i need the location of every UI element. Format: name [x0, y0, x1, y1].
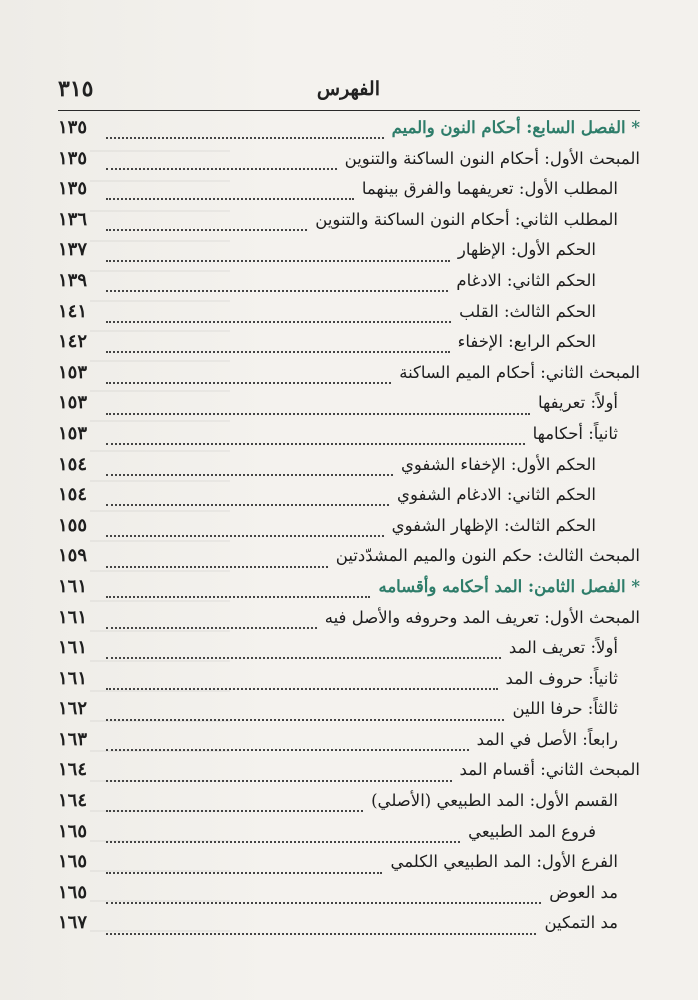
toc-page-number: ١٣٧	[58, 239, 88, 261]
dot-leader	[106, 198, 354, 200]
toc-entry	[58, 729, 640, 760]
toc-entry-label: المطلب الأول: تعريفهما والفرق بينهما	[361, 179, 618, 199]
toc-chapter-entry	[58, 117, 640, 148]
toc-chapter-entry	[58, 576, 640, 607]
toc-entry-label: المبحث الثالث: حكم النون والميم المشدّدتين	[335, 546, 640, 566]
toc-entry	[58, 545, 640, 576]
dot-leader	[106, 872, 382, 874]
dot-leader	[106, 474, 393, 476]
toc-entry	[58, 301, 640, 332]
toc-entry-label: القسم الأول: المد الطبيعي (الأصلي)	[371, 791, 618, 811]
dot-leader	[106, 321, 451, 323]
toc-entry	[58, 178, 640, 209]
page-header	[58, 76, 640, 111]
toc-entry	[58, 668, 640, 699]
toc-page-number: ١٤٢	[58, 331, 88, 353]
toc-entry	[58, 759, 640, 790]
toc-entry	[58, 607, 640, 638]
toc-entry-label: الحكم الأول: الإظهار	[457, 240, 596, 260]
toc-entry-label: الحكم الثالث: القلب	[459, 301, 596, 321]
toc-entry-label: مد التمكين	[544, 913, 618, 933]
dot-leader	[106, 566, 328, 568]
toc-entry-label: ثانياً: أحكامها	[532, 423, 618, 443]
toc-page-number: ١٦٥	[58, 851, 88, 873]
dot-leader	[106, 780, 452, 782]
toc-page-number: ١٦١	[58, 575, 88, 597]
toc-entry-label: الفرع الأول: المد الطبيعي الكلمي	[390, 852, 618, 872]
toc-page-number: ١٣٥	[58, 178, 88, 200]
dot-leader	[106, 290, 448, 292]
toc-entry-label: الحكم الثاني: الادغام	[456, 270, 596, 290]
toc-page-number: ١٦٤	[58, 790, 88, 812]
toc-entry	[58, 790, 640, 821]
toc-entry-label: المبحث الثاني: أحكام الميم الساكنة	[399, 362, 640, 382]
dot-leader	[106, 933, 536, 935]
dot-leader	[106, 810, 363, 812]
toc-page-number: ١٥٩	[58, 545, 88, 567]
toc-entry-label: الحكم الأول: الإخفاء الشفوي	[400, 454, 596, 474]
dot-leader	[106, 657, 501, 659]
dot-leader	[106, 413, 530, 415]
dot-leader	[106, 260, 450, 262]
toc-entry	[58, 882, 640, 913]
toc-page-number: ١٤١	[58, 300, 88, 322]
dot-leader	[106, 229, 307, 231]
toc-entry-label: أولاً: تعريف المد	[508, 638, 618, 658]
table-of-contents	[58, 117, 640, 943]
toc-entry	[58, 392, 640, 423]
toc-page-number: ١٥٣	[58, 392, 88, 414]
toc-page-number: ١٦٥	[58, 820, 88, 842]
toc-entry-label: * الفصل الثامن: المد أحكامه وأقسامه	[378, 576, 640, 596]
toc-page-number: ١٥٣	[58, 361, 88, 383]
dot-leader	[106, 168, 337, 170]
dot-leader	[106, 535, 384, 537]
toc-entry	[58, 331, 640, 362]
toc-entry	[58, 270, 640, 301]
toc-entry	[58, 454, 640, 485]
toc-page-number: ١٦٢	[58, 698, 88, 720]
toc-page-number: ١٥٤	[58, 484, 88, 506]
toc-entry	[58, 821, 640, 852]
dot-leader	[106, 719, 504, 721]
dot-leader	[106, 902, 541, 904]
toc-entry-label: الحكم الثاني: الادغام الشفوي	[397, 485, 596, 505]
toc-entry	[58, 698, 640, 729]
toc-entry	[58, 484, 640, 515]
toc-entry-label: ثانياً: حروف المد	[505, 668, 618, 688]
toc-entry-label: الحكم الثالث: الإظهار الشفوي	[391, 515, 596, 535]
toc-page-number: ١٦٤	[58, 759, 88, 781]
dot-leader	[106, 627, 317, 629]
toc-page-number: ١٣٦	[58, 208, 88, 230]
toc-entry	[58, 148, 640, 179]
toc-entry	[58, 209, 640, 240]
toc-page-number: ١٦٥	[58, 881, 88, 903]
page-title: الفهرس	[316, 78, 380, 100]
toc-page-number: ١٣٥	[58, 117, 88, 138]
dot-leader	[106, 137, 384, 139]
dot-leader	[106, 749, 469, 751]
toc-page-number: ١٥٣	[58, 422, 88, 444]
toc-entry	[58, 912, 640, 943]
toc-entry-label: المبحث الأول: تعريف المد وحروفه والأصل فيه	[324, 607, 640, 627]
toc-page-number: ١٦٧	[58, 912, 88, 934]
toc-entry	[58, 851, 640, 882]
dot-leader	[106, 443, 525, 445]
dot-leader	[106, 688, 498, 690]
toc-entry	[58, 515, 640, 546]
toc-page-number: ١٥٥	[58, 514, 88, 536]
toc-entry-label: المطلب الثاني: أحكام النون الساكنة والتنوين	[315, 209, 618, 229]
toc-page-number: ١٦١	[58, 606, 88, 628]
toc-page-number: ١٦١	[58, 637, 88, 659]
toc-entry-label: المبحث الثاني: أقسام المد	[459, 760, 640, 780]
toc-entry-label: ثالثاً: حرفا اللين	[512, 699, 618, 719]
toc-entry-label: مد العوض	[549, 882, 618, 902]
dot-leader	[106, 596, 370, 598]
toc-entry	[58, 637, 640, 668]
toc-entry-label: المبحث الأول: أحكام النون الساكنة والتنوين	[344, 148, 640, 168]
toc-entry-label: أولاً: تعريفها	[538, 393, 618, 413]
toc-page-number: ١٣٩	[58, 269, 88, 291]
toc-page-number: ١٣٥	[58, 147, 88, 169]
toc-entry-label: * الفصل السابع: أحكام النون والميم	[391, 118, 640, 137]
toc-entry	[58, 423, 640, 454]
dot-leader	[106, 504, 389, 506]
page-number: ٣١٥	[58, 76, 94, 102]
toc-entry-label: الحكم الرابع: الإخفاء	[457, 332, 596, 352]
toc-entry	[58, 362, 640, 393]
toc-entry	[58, 239, 640, 270]
toc-entry-label: فروع المد الطبيعي	[468, 821, 596, 841]
dot-leader	[106, 351, 450, 353]
dot-leader	[106, 382, 391, 384]
toc-page-number: ١٦١	[58, 667, 88, 689]
toc-entry-label: رابعاً: الأصل في المد	[476, 729, 618, 749]
dot-leader	[106, 841, 460, 843]
toc-page-number: ١٦٣	[58, 728, 88, 750]
toc-page-number: ١٥٤	[58, 453, 88, 475]
